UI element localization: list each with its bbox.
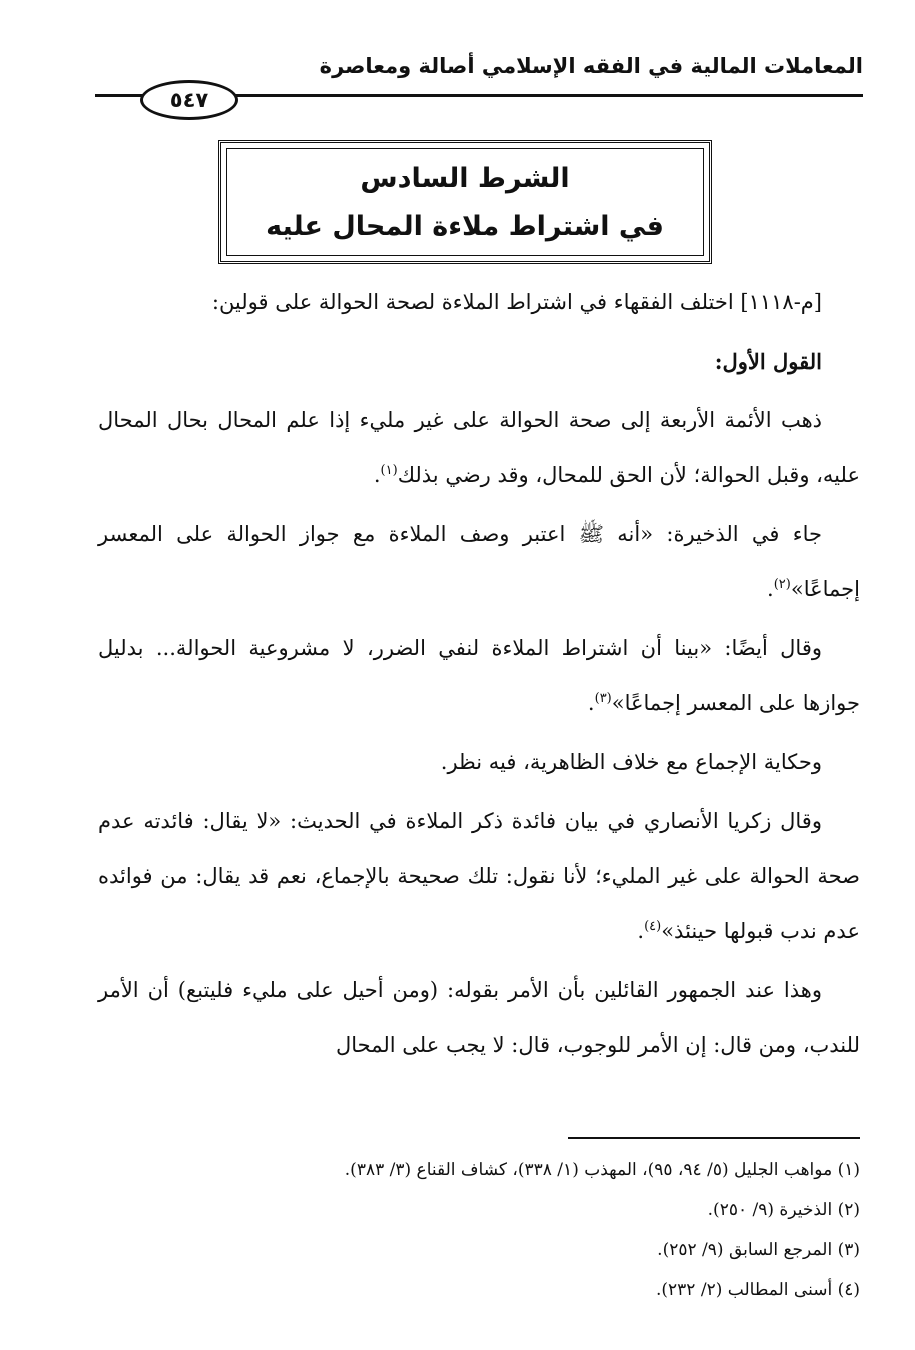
section-heading-box — [218, 140, 712, 264]
section-heading-title: الشرط السادس — [360, 163, 570, 194]
paragraph-text: ذهب الأئمة الأربعة إلى صحة الحوالة على غير مليء إذا علم المحال بحال المحال عليه، وقبل الحوالة؛ لأن الحق للمحال، وقد رضي بذلك — [98, 408, 860, 487]
paragraph: جاء في الذخيرة: «أنه ﷺ اعتبر وصف الملاءة مع جواز الحوالة على المعسر إجماعًا»$^{(٢)}$. — [98, 522, 860, 601]
subheading-text: القول الأول: — [714, 349, 822, 374]
paragraph: وقال أيضًا: «بينا أن اشتراط الملاءة لنفي الضرر، لا مشروعية الحوالة... بدليل جوازها على المعسر إجماعًا»$^{(٣)}$. — [98, 636, 860, 715]
paragraph-text: وقال أيضًا: «بينا أن اشتراط الملاءة لنفي الضرر، لا مشروعية الحوالة... بدليل جوازها على المعسر إجماعًا» — [98, 636, 860, 715]
paragraph: وقال زكريا الأنصاري في بيان فائدة ذكر الملاءة في الحديث: «لا يقال: فائدته عدم صحة الحوالة على غير المليء؛ لأنا نقول: تلك صحيحة بالإجماع، نعم قد يقال: من فوائده عدم ندب قبولها حينئذ»$^{(٤)}$. — [98, 809, 860, 943]
paragraph-text: [م-١١١٨] اختلف الفقهاء في اشتراط الملاءة لصحة الحوالة على قولين: — [211, 290, 822, 314]
footnote-item: (٣) المرجع السابق (٩/ ٢٥٢). — [657, 1240, 860, 1260]
footnote-rule — [568, 1137, 860, 1139]
paragraph — [98, 963, 860, 1073]
footnote-ref[interactable]: (٣) — [594, 691, 612, 706]
footnote-item: (٤) أسنى المطالب (٢/ ٢٣٢). — [656, 1280, 860, 1300]
page-number-badge — [140, 80, 238, 120]
section-heading-inner — [226, 148, 704, 256]
footnote-item: (١) مواهب الجليل (٥/ ٩٤، ٩٥)، المهذب (١/ ٣٣٨)، كشاف القناع (٣/ ٣٨٣). — [344, 1160, 860, 1180]
footnote-ref[interactable]: (٤) — [644, 919, 662, 934]
paragraph — [98, 735, 860, 790]
paragraph-intro — [98, 275, 860, 330]
body-text — [98, 275, 860, 1077]
footnotes — [98, 1150, 860, 1310]
page-number: ٥٤٧ — [169, 88, 209, 112]
footnote-ref[interactable]: (١) — [380, 463, 398, 478]
footnote-ref[interactable]: (٢) — [773, 577, 791, 592]
running-header-title: المعاملات المالية في الفقه الإسلامي أصالة ومعاصرة — [319, 54, 863, 78]
footnote-item: (٢) الذخيرة (٩/ ٢٥٠). — [707, 1200, 860, 1220]
section-heading-subtitle: في اشتراط ملاءة المحال عليه — [266, 211, 664, 242]
paragraph-text: وقال زكريا الأنصاري في بيان فائدة ذكر الملاءة في الحديث: «لا يقال: فائدته عدم صحة الحوالة على غير المليء؛ لأنا نقول: تلك صحيحة بالإجماع، نعم قد يقال: من فوائده عدم ندب قبولها حينئذ» — [98, 809, 860, 943]
paragraph: ذهب الأئمة الأربعة إلى صحة الحوالة على غير مليء إذا علم المحال بحال المحال عليه، وقبل الحوالة؛ لأن الحق للمحال، وقد رضي بذلك$^{(١)}$. — [98, 408, 860, 487]
paragraph-text: جاء في الذخيرة: «أنه ﷺ اعتبر وصف الملاءة مع جواز الحوالة على المعسر إجماعًا» — [98, 522, 860, 601]
subheading-first-opinion — [98, 334, 860, 389]
paragraph-text: وحكاية الإجماع مع خلاف الظاهرية، فيه نظر. — [440, 750, 822, 774]
paragraph-text: وهذا عند الجمهور القائلين بأن الأمر بقوله: (ومن أحيل على مليء فليتبع) أن الأمر للندب، ومن قال: إن الأمر للوجوب، قال: لا يجب على المحال — [98, 978, 860, 1057]
